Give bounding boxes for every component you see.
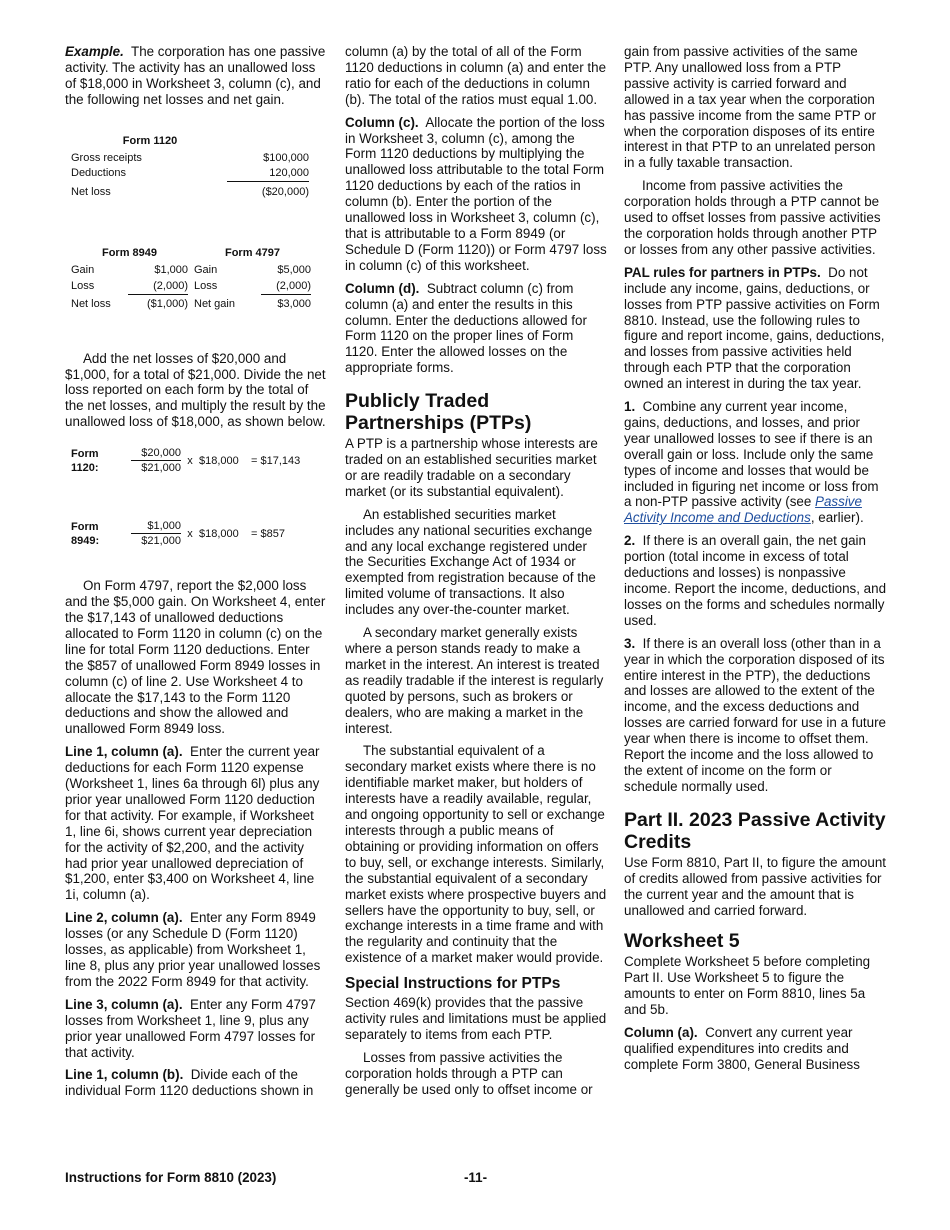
column-1 — [65, 44, 327, 1106]
ptp-paragraph: An established securities market includes any national securities exchange and any local exchange registered under the Securities Exchange Act of 1934 or exempted from registration because of the limited volume of transactions. It also includes any over-the-counter market. — [345, 506, 596, 618]
continued-paragraph: column (a) by the total of all of the Form 1120 deductions in column (a) and enter the ratio for each of the deductions in column (b). The total of the ratios must equal 1.00. — [345, 44, 607, 107]
column-a-paragraph: Column (a). Convert any current year qualified expenditures into credits and complete Form 3800, General Business — [624, 1025, 860, 1072]
ptp-heading: Publicly Traded Partnerships (PTPs) — [345, 390, 532, 435]
calc-form-1120: Form 1120: $20,000 $21,000 x $18,000 = $17,143 — [71, 447, 301, 475]
special-paragraph: Section 469(k) provides that the passive activity rules and limitations must be applied separately to items from each PTP. — [345, 995, 607, 1042]
form-4797-paragraph: On Form 4797, report the $2,000 loss and the $5,000 gain. On Worksheet 4, enter the $17,143 of unallowed deductions allocated to Form 1120 in column (c) on the line for total Form 1120 deductions. Enter the $857 of unallowed Form 8949 losses in column (c) of line 2. Use Worksheet 4 to allocate the $17,143 to the Form 1120 deductions and show the allowed and unallowed Form 8949 loss. — [65, 578, 326, 737]
pal-rules-paragraph: PAL rules for partners in PTPs. Do not include any income, gains, deductions, or losses from PTP passive activities on Form 8810. Instead, use the following rules to figure and report income, gains, deductions, and losses from passive activities held through each PTP that the corporation owned an interest in during the tax year. — [624, 264, 885, 392]
line1a-paragraph: Line 1, column (a). Enter the current year deductions for each Form 1120 expense (Worksheet 1, lines 6a through 6l) plus any prior year unallowed Form 1120 deduction for that activity. For example, if Worksheet 1, line 6i, shows current year depreciation for the activity of $2,200, and the activity had prior year unallowed depreciation of $1,200, enter $3,400 on Worksheet 4, line 1i, column (a). — [65, 744, 320, 903]
worksheet-5-paragraph: Complete Worksheet 5 before completing Part II. Use Worksheet 5 to figure the amounts to enter on Form 8810, lines 5a and 5b. — [624, 954, 871, 1018]
passive-activity-income-link[interactable]: Passive Activity Income and Deductions — [624, 494, 862, 526]
line1b-paragraph: Line 1, column (b). Divide each of the individual Form 1120 deductions shown in — [65, 1067, 314, 1099]
footer-title: Instructions for Form 8810 (2023) — [65, 1170, 277, 1185]
column-2 — [345, 44, 607, 1105]
example-label: Example. — [65, 44, 124, 59]
form-4797-title: Form 4797 — [224, 246, 281, 259]
page-number: -11- — [463, 1170, 488, 1185]
table-row: Net loss ($20,000) — [71, 185, 309, 198]
line3a-paragraph: Line 3, column (a). Enter any Form 4797 losses from Worksheet 1, line 9, plus any prior year unallowed Form 4797 losses for that activity. — [65, 996, 316, 1060]
part-ii-heading: Part II. 2023 Passive Activity Credits — [624, 808, 886, 853]
column-c-paragraph: Column (c). Allocate the portion of the loss in Worksheet 3, column (c), among the Form 1120 deductions by multiplying the unallowed loss attributable to the total Form 1120 deductions by each of the ratios in column (b). Enter the portion of the unallowed loss in Worksheet 3, column (c), that is attributable to a Form 8949 (or Schedule D (Form 1120)) or Form 4797 loss in column (c) of this worksheet. — [345, 114, 607, 273]
special-paragraph: Losses from passive activities the corporation holds through a PTP can generally be used only to offset income or — [345, 1049, 593, 1097]
example-paragraph: Example. The corporation has one passive activity. The activity has an unallowed loss of $18,000 in Worksheet 3, column (c), and the following net losses and net gain. — [65, 44, 326, 107]
table-row: Gain $1,000 — [71, 263, 188, 276]
table-row: Deductions 120,000 — [71, 166, 309, 182]
form-1120-title: Form 1120 — [122, 134, 178, 147]
income-paragraph: Income from passive activities the corporation holds through a PTP cannot be used to offset losses from passive activities the corporation holds through another PTP or losses from any other passive activities. — [624, 178, 881, 257]
form-8949-title: Form 8949 — [101, 246, 158, 259]
worksheet-5-heading: Worksheet 5 — [624, 930, 740, 953]
table-row: Net gain $3,000 — [194, 297, 311, 310]
calc-form-8949: Form 8949: $1,000 $21,000 x $18,000 = $857 — [71, 520, 285, 548]
continued-paragraph: gain from passive activities of the same PTP. Any unallowed loss from a PTP passive activity is carried forward and allowed in a tax year when the corporation has passive income from the same PTP or when the corporation disposes of its entire interest in that PTP to an unrelated person in a fully taxable transaction. — [624, 44, 877, 171]
form-8949-half — [71, 246, 188, 313]
form-8949-4797-table — [71, 246, 311, 313]
form-4797-half — [188, 246, 311, 313]
form-1120-table — [71, 134, 309, 200]
line2a-paragraph: Line 2, column (a). Enter any Form 8949 losses (or any Schedule D (Form 1120) losses, as applicable) from Worksheet 1, line 8, plus any prior year unallowed losses from the 2022 Form 8949 for that activity. — [65, 910, 321, 989]
rule-item-3: 3. If there is an overall loss (other than in a year in which the corporation disposed of its entire interest in the PTP), the deductions and losses are allowed to the extent of the income, and the excess deductions and losses are carried forward for use in a future year when there is income to offset them. Report the income and the loss allowed to the extent of income on the form or schedule normally used. — [624, 635, 886, 794]
ptp-paragraph: The substantial equivalent of a secondary market exists where there is no identifiable market maker, but holders of interests have a readily available, regular, and ongoing opportunity to sell or exchange interests through a public means of obtaining or providing information on offers to buy, sell, or exchange interests. Similarly, the substantial equivalent of a secondary market exists where prospective buyers and sellers have the opportunity to buy, sell, or exchange interests in a time frame and with the regularity and continuity that the existence of a market maker would provide. — [345, 743, 607, 966]
add-net-losses-paragraph: Add the net losses of $20,000 and $1,000, for a total of $21,000. Divide the net loss reported on each form by the total of the net losses, and multiply the result by the unallowed loss of $18,000, as shown below. — [65, 350, 326, 430]
table-row: Gain $5,000 — [194, 263, 311, 276]
rule-item-1: 1. Combine any current year income, gains, deductions, and losses, and prior year unallowed losses to see if there is an overall gain or loss. Include only the same types of income and losses that would be included in figuring net income or loss from a non-PTP passive activity (see Passive Activity Income and Deductions, earlier). — [624, 399, 879, 526]
table-row: Loss (2,000) — [194, 279, 311, 295]
special-instructions-heading: Special Instructions for PTPs — [345, 975, 561, 993]
ptp-paragraph: A PTP is a partnership whose interests are traded on an established securities market or are readily tradable on a secondary market (or its substantial equivalent). — [345, 436, 598, 499]
table-row: Net loss ($1,000) — [71, 297, 188, 310]
ptp-paragraph: A secondary market generally exists where a person stands ready to make a market in the interest. An interest is treated as readily tradable if the interest is regularly quoted by persons, such as brokers or dealers, who are making a market in the interest. — [345, 625, 604, 736]
column-d-paragraph: Column (d). Subtract column (c) from column (a) and enter the results in this column. Enter the deductions allowed for Form 1120 on the proper lines of Form 1120. Enter the allowed losses on the appropriate forms. — [345, 280, 587, 376]
table-row: Loss (2,000) — [71, 279, 188, 295]
part-ii-paragraph: Use Form 8810, Part II, to figure the amount of credits allowed from passive activities for the current year and the amount that is unallowed and carried forward. — [624, 854, 886, 918]
rule-item-2: 2. If there is an overall gain, the net gain portion (total income in excess of total deductions and losses) is nonpassive income. Report the income, deductions, and losses on the forms and schedules normally used. — [624, 533, 887, 628]
column-3 — [624, 44, 886, 1080]
table-row: Gross receipts $100,000 — [71, 151, 309, 164]
